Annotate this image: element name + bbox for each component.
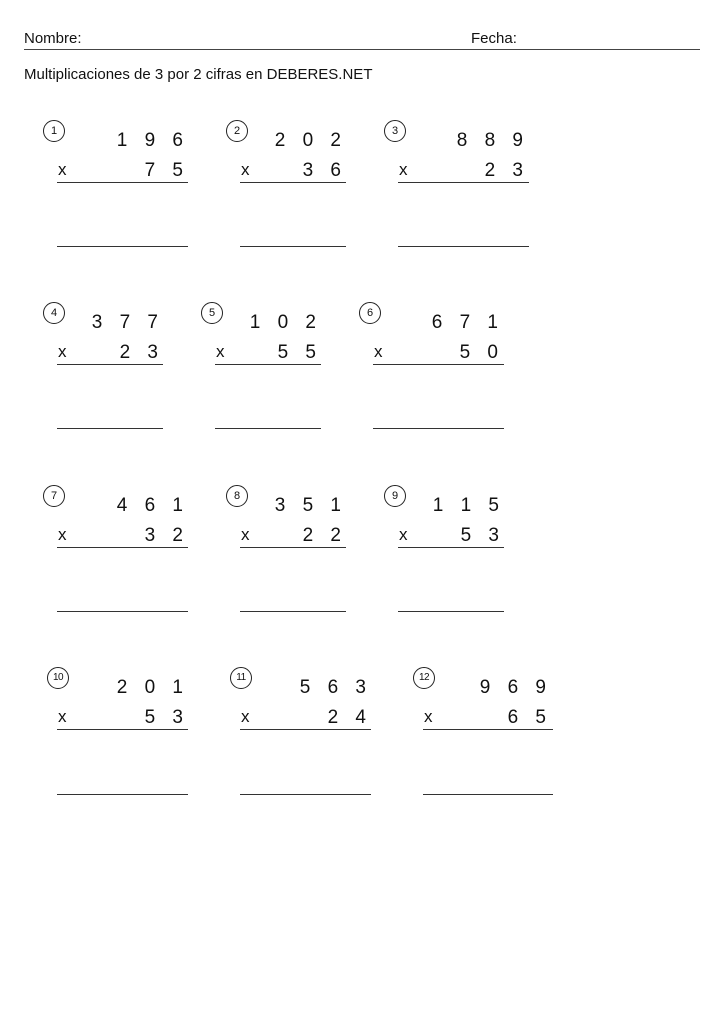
problem-number: 8: [226, 485, 248, 507]
problem-number: 2: [226, 120, 248, 142]
times-sign: x: [241, 707, 250, 726]
multiplier: 2 2: [302, 525, 347, 546]
multiplier: 5 0: [459, 342, 504, 363]
multiplicand: 2 0 1: [116, 677, 189, 698]
operation-line: [57, 547, 188, 548]
operation-line: [373, 364, 504, 365]
times-sign: x: [58, 707, 67, 726]
times-sign: x: [216, 342, 225, 361]
problem-number: 11: [230, 667, 252, 689]
multiplicand: 9 6 9: [479, 677, 552, 698]
multiplier: 2 4: [327, 707, 372, 728]
multiplicand: 2 0 2: [274, 130, 347, 151]
problem-number: 7: [43, 485, 65, 507]
answer-line: [398, 611, 504, 612]
answer-line: [57, 794, 188, 795]
multiplicand: 3 5 1: [274, 495, 347, 516]
times-sign: x: [58, 342, 67, 361]
operation-line: [398, 182, 529, 183]
answer-line: [240, 246, 346, 247]
multiplicand: 1 1 5: [432, 495, 505, 516]
multiplicand: 6 7 1: [431, 312, 504, 333]
answer-line: [215, 428, 321, 429]
times-sign: x: [424, 707, 433, 726]
operation-line: [398, 547, 504, 548]
multiplicand: 5 6 3: [299, 677, 372, 698]
operation-line: [240, 547, 346, 548]
operation-line: [57, 364, 163, 365]
operation-line: [240, 729, 371, 730]
problem-number: 3: [384, 120, 406, 142]
answer-line: [373, 428, 504, 429]
problem-number: 12: [413, 667, 435, 689]
operation-line: [57, 182, 188, 183]
multiplier: 6 5: [507, 707, 552, 728]
multiplier: 2 3: [119, 342, 164, 363]
operation-line: [215, 364, 321, 365]
answer-line: [57, 428, 163, 429]
problem-number: 5: [201, 302, 223, 324]
worksheet-title: Multiplicaciones de 3 por 2 cifras en DEBERES.NET: [24, 66, 373, 83]
multiplicand: 4 6 1: [116, 495, 189, 516]
answer-line: [240, 611, 346, 612]
multiplier: 5 5: [277, 342, 322, 363]
answer-line: [57, 246, 188, 247]
answer-line: [398, 246, 529, 247]
multiplier: 5 3: [460, 525, 505, 546]
problem-number: 9: [384, 485, 406, 507]
times-sign: x: [374, 342, 383, 361]
multiplicand: 3 7 7: [91, 312, 164, 333]
operation-line: [240, 182, 346, 183]
problem-number: 6: [359, 302, 381, 324]
multiplier: 7 5: [144, 160, 189, 181]
operation-line: [423, 729, 553, 730]
answer-line: [423, 794, 553, 795]
multiplicand: 1 9 6: [116, 130, 189, 151]
times-sign: x: [399, 160, 408, 179]
times-sign: x: [58, 160, 67, 179]
multiplier: 2 3: [484, 160, 529, 181]
answer-line: [240, 794, 371, 795]
multiplier: 3 2: [144, 525, 189, 546]
times-sign: x: [399, 525, 408, 544]
times-sign: x: [241, 160, 250, 179]
problem-number: 10: [47, 667, 69, 689]
date-label: Fecha:: [471, 30, 517, 47]
multiplicand: 8 8 9: [456, 130, 529, 151]
times-sign: x: [58, 525, 67, 544]
multiplicand: 1 0 2: [249, 312, 322, 333]
operation-line: [57, 729, 188, 730]
multiplier: 3 6: [302, 160, 347, 181]
problem-number: 4: [43, 302, 65, 324]
name-label: Nombre:: [24, 30, 82, 47]
answer-line: [57, 611, 188, 612]
problem-number: 1: [43, 120, 65, 142]
multiplier: 5 3: [144, 707, 189, 728]
header-divider: [24, 49, 700, 50]
times-sign: x: [241, 525, 250, 544]
